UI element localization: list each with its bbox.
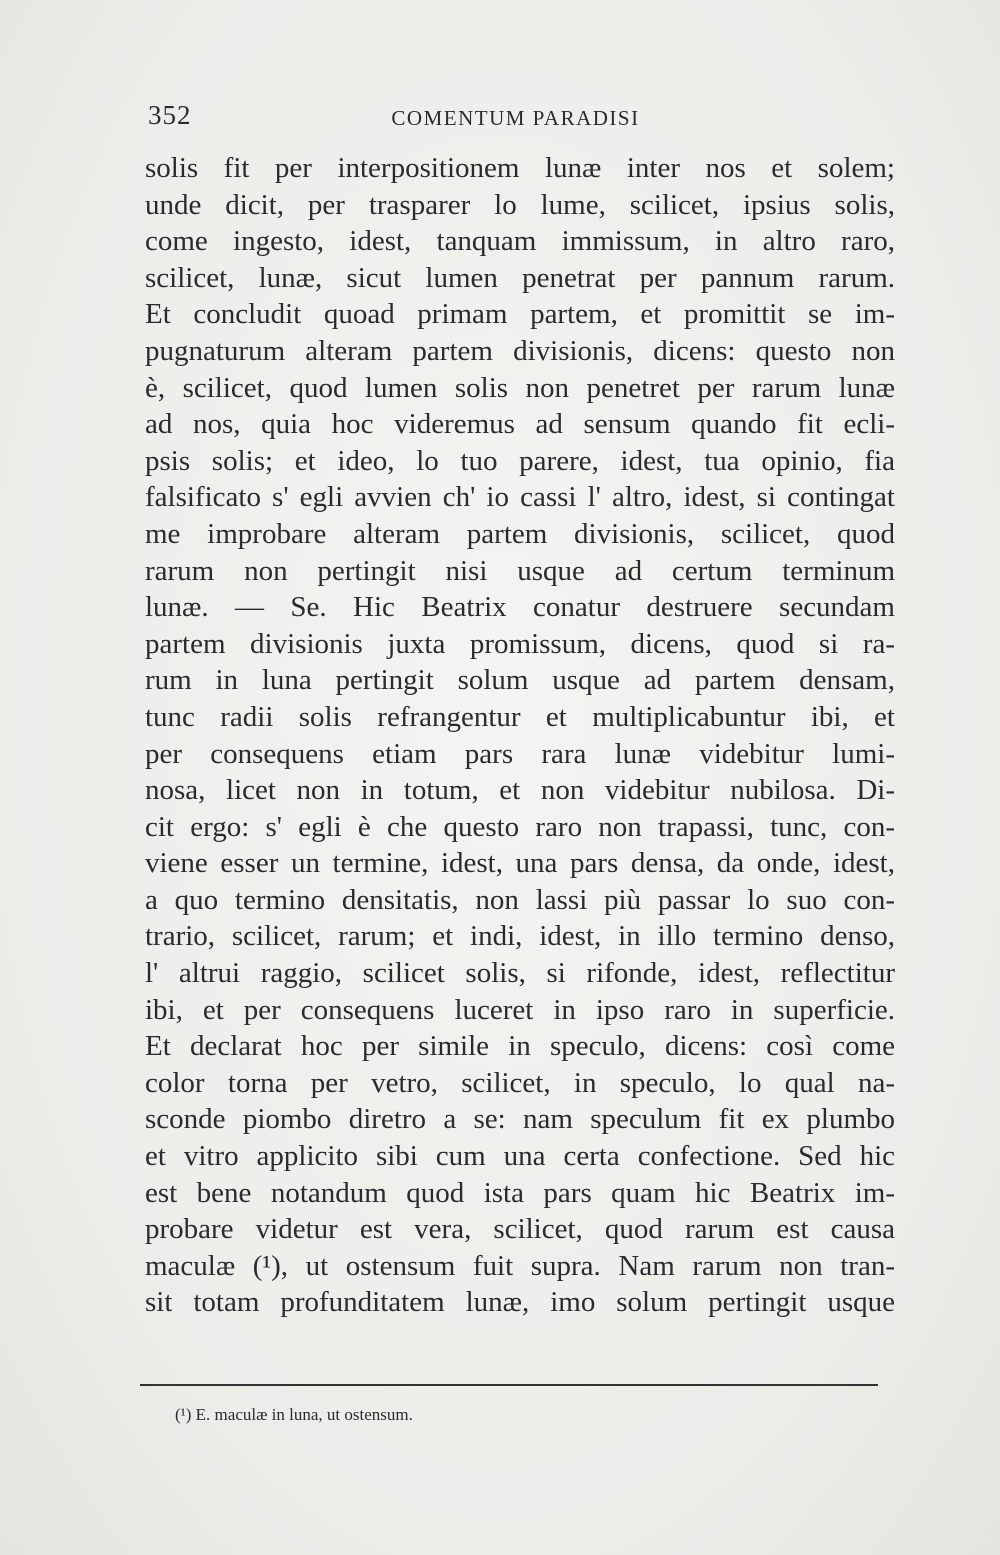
text-line: ad nos, quia hoc videremus ad sensum quando fit ecli- [145,408,895,441]
text-line: est bene notandum quod ista pars quam hic Beatrix im- [145,1176,895,1209]
text-line: et vitro applicito sibi cum una certa confectione. Sed hic [145,1140,895,1173]
text-line: trario, scilicet, rarum; et indi, idest, in illo termino denso, [145,920,895,953]
text-line: sconde piombo diretro a se: nam speculum fit ex plumbo [145,1103,895,1136]
text-line: tunc radii solis refrangentur et multiplicabuntur ibi, et [145,700,895,733]
text-line: rum in luna pertingit solum usque ad partem densam, [145,664,895,697]
text-line: rarum non pertingit nisi usque ad certum terminum [145,554,895,587]
text-line: come ingesto, idest, tanquam immissum, in altro raro, [145,225,895,258]
text-line: pugnaturum alteram partem divisionis, dicens: questo non [145,334,895,367]
text-line: psis solis; et ideo, lo tuo parere, idest, tua opinio, fia [145,444,895,477]
text-line: nosa, licet non in totum, et non videbitur nubilosa. Di- [145,774,895,807]
text-line: sit totam profunditatem lunæ, imo solum pertingit usque [145,1286,895,1319]
text-line: l' altrui raggio, scilicet solis, si rifonde, idest, reflectitur [145,957,895,990]
running-title: COMENTUM PARADISI [391,106,640,130]
text-line: per consequens etiam pars rara lunæ videbitur lumi- [145,737,895,770]
text-line: lunæ. — Se. Hic Beatrix conatur destruere secundam [145,591,895,624]
text-line: è, scilicet, quod lumen solis non penetret per rarum lunæ [145,371,895,404]
text-line: partem divisionis juxta promissum, dicens, quod si ra- [145,627,895,660]
text-line: ibi, et per consequens luceret in ipso raro in superficie. [145,993,895,1026]
running-head [148,100,883,140]
footnote-rule [140,1384,878,1386]
text-line: Et concludit quoad primam partem, et promittit se im- [145,298,895,331]
text-line: viene esser un termine, idest, una pars densa, da onde, idest, [145,847,895,880]
text-line: maculæ (¹), ut ostensum fuit supra. Nam rarum non tran- [145,1249,895,1282]
text-line: falsificato s' egli avvien ch' io cassi l' altro, idest, si contingat [145,481,895,514]
text-line: unde dicit, per trasparer lo lume, scilicet, ipsius solis, [145,188,895,221]
text-line: probare videtur est vera, scilicet, quod rarum est causa [145,1213,895,1246]
text-line: solis fit per interpositionem lunæ inter nos et solem; [145,152,895,184]
page-number: 352 [148,100,192,130]
footnote: (¹) E. maculæ in luna, ut ostensum. [175,1405,413,1424]
text-line: color torna per vetro, scilicet, in speculo, lo qual na- [145,1066,895,1099]
text-line: cit ergo: s' egli è che questo raro non trapassi, tunc, con- [145,810,895,843]
text-line: Et declarat hoc per simile in speculo, dicens: così come [145,1030,895,1063]
text-line: me improbare alteram partem divisionis, scilicet, quod [145,517,895,550]
body-text [145,150,895,1321]
text-line: a quo termino densitatis, non lassi più passar lo suo con- [145,883,895,916]
text-line: scilicet, lunæ, sicut lumen penetrat per pannum rarum. [145,261,895,294]
